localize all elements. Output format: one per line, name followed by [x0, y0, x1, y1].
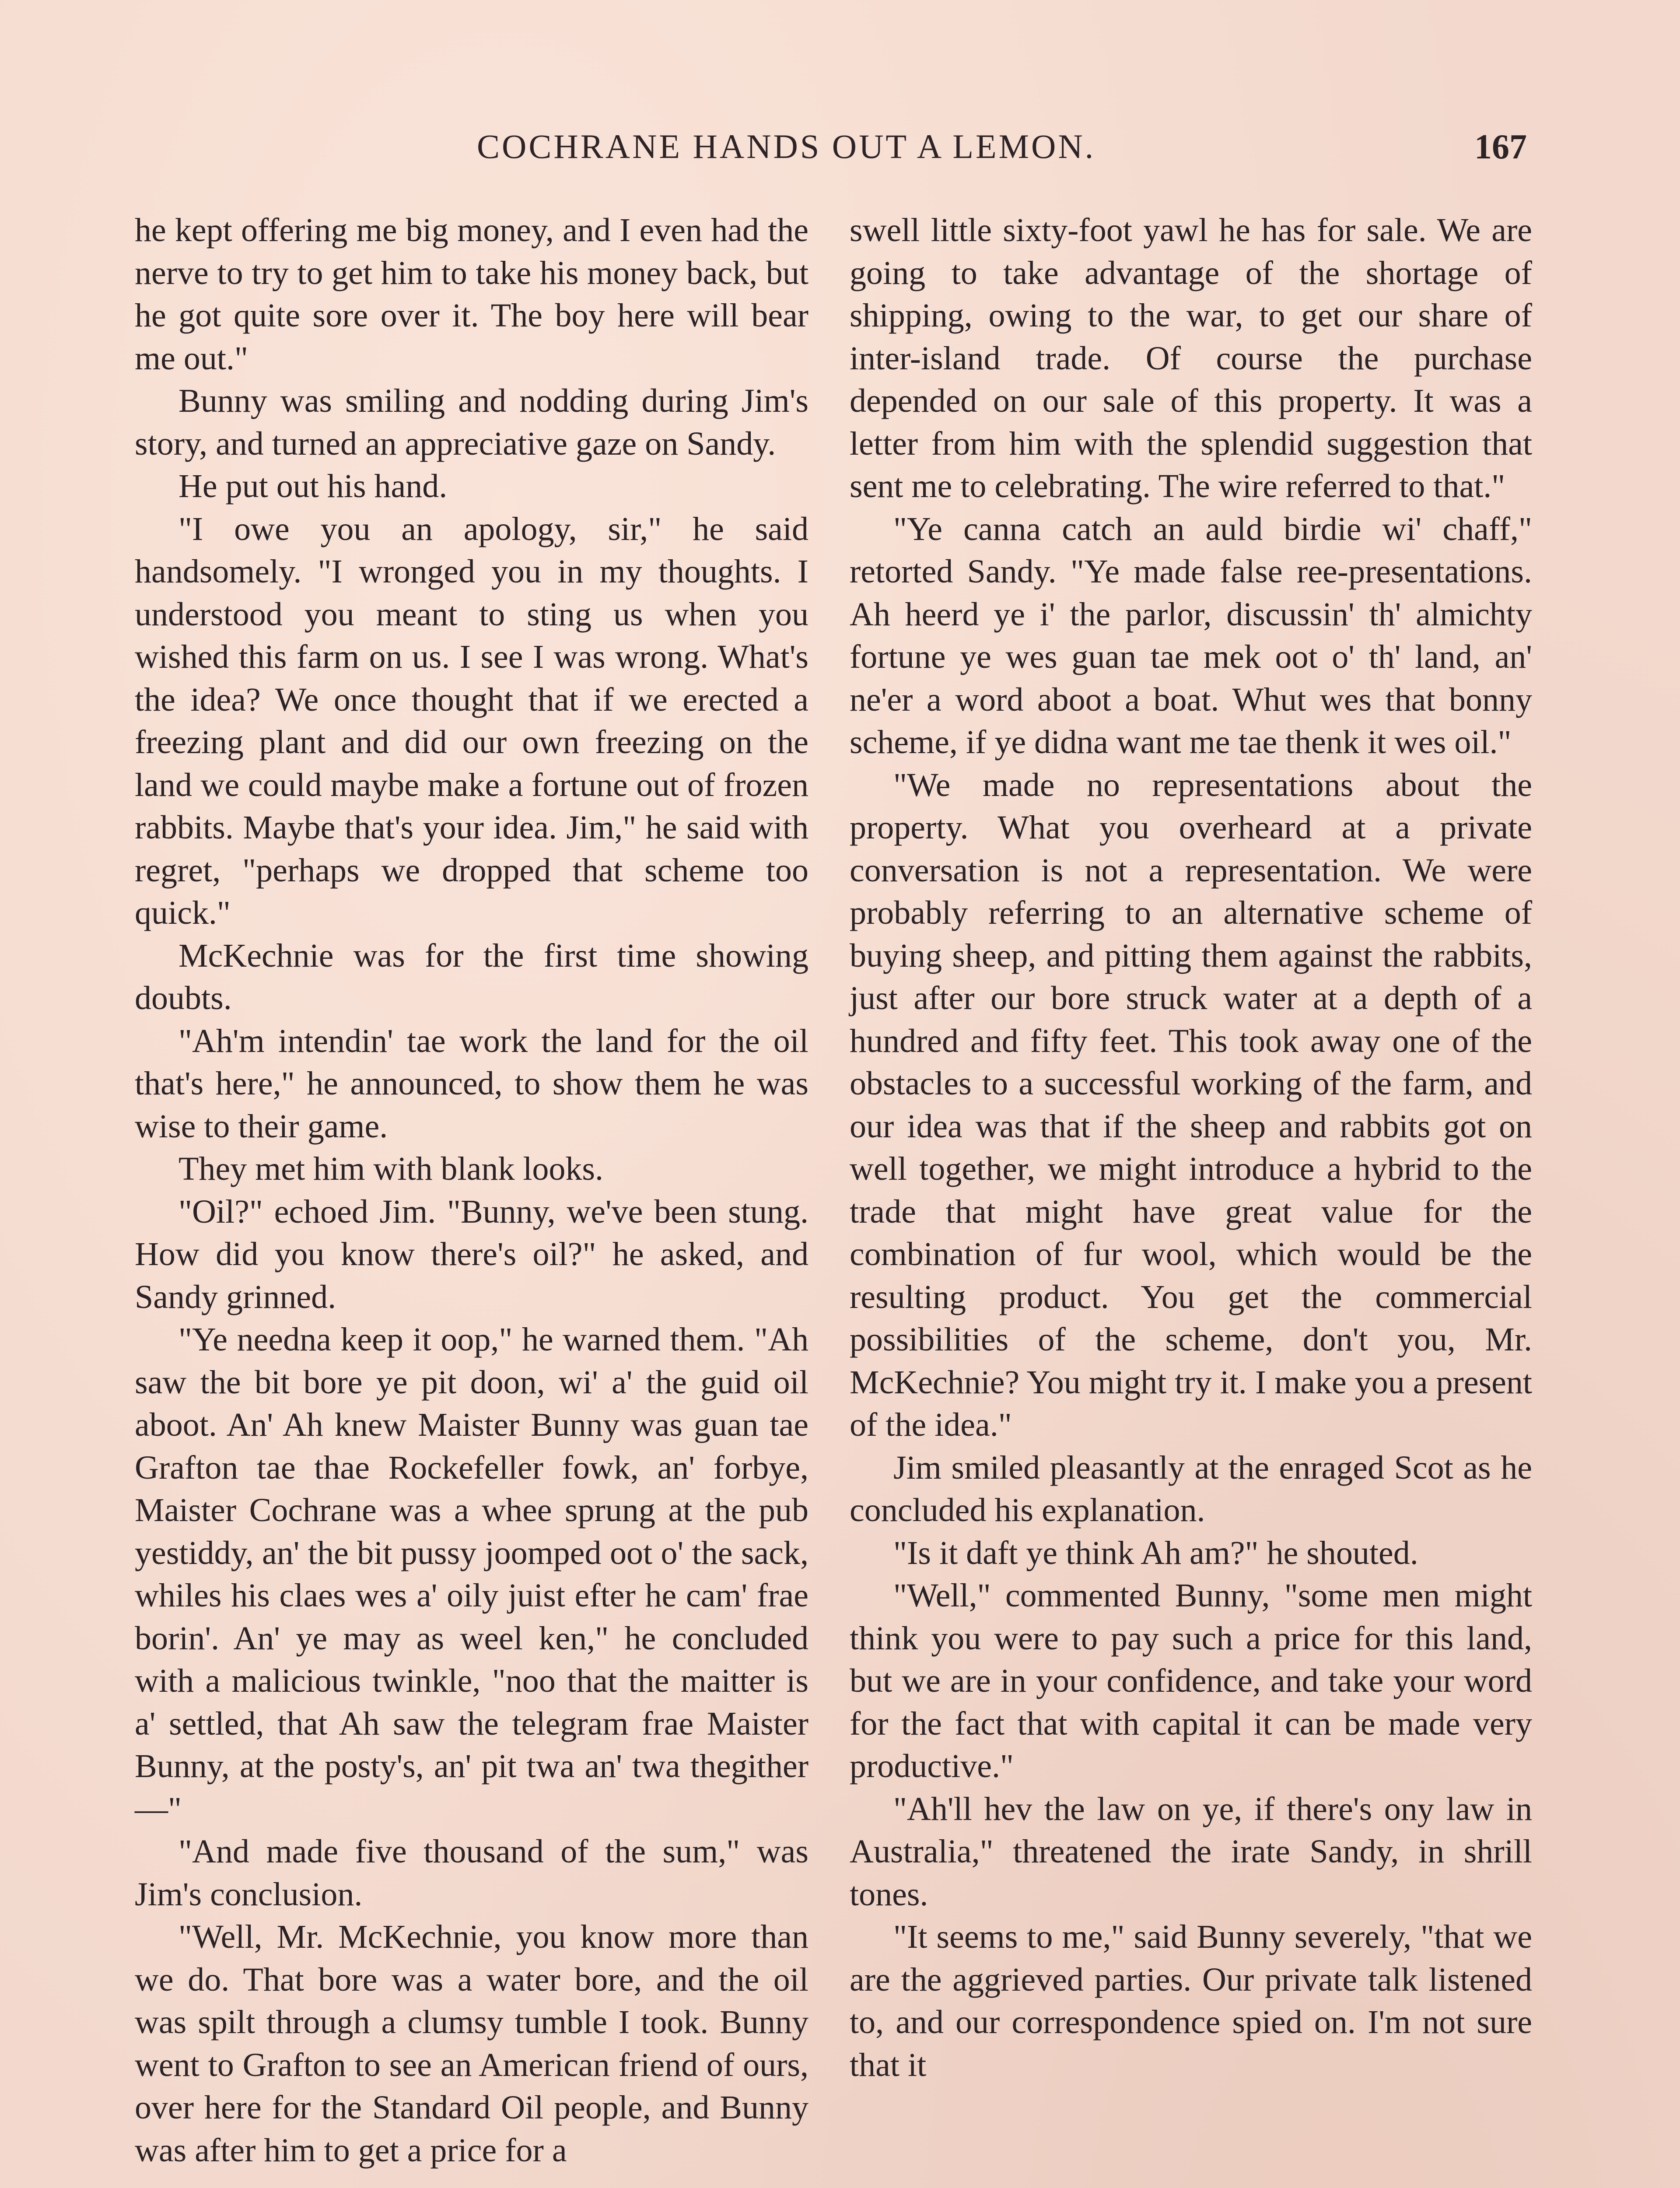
paragraph: "Ah'm intendin' tae work the land for the oil that's here," he announced, to show them he was wise to their game. — [135, 1022, 808, 1145]
paragraph: "Ye needna keep it oop," he warned them. "Ah saw the bit bore ye pit doon, wi' a' the guid oil aboot. An' Ah knew Maister Bunny was guan tae Grafton tae thae Rockefeller fowk, an' forbye, Maister Cochrane was a whee sprung at the pub yestiddy, an' the bit pussy joomped oot o' the sack, whiles his claes wes a' oily juist efter he cam' frae borin'. An' ye may as weel ken," he concluded with a malicious twinkle, "noo that the maitter is a' settled, that Ah saw the telegram frae Maister Bunny, at the posty's, an' pit twa an' twa thegither—" — [135, 1321, 808, 1827]
paragraph: Bunny was smiling and nodding during Jim's story, and turned an appreciative gaze on Sandy. — [135, 382, 808, 462]
paragraph: McKechnie was for the first time showing doubts. — [135, 937, 808, 1017]
paragraph: "Is it daft ye think Ah am?" he shouted. — [893, 1534, 1418, 1571]
running-title: COCHRANE HANDS OUT A LEMON. — [477, 127, 1096, 165]
paragraph: swell little sixty-foot yawl he has for sale. We are going to take advantage of the shortage of shipping, owing to the war, to get our share of inter-island trade. Of course the purchase depended on our sale of this property. It was a letter from him with the splendid suggestion that sent me to celebrating. The wire referred to that." — [850, 212, 1532, 505]
paragraph: "I owe you an apology, sir," he said handsomely. "I wronged you in my thoughts. I understood you meant to sting us when you wished this farm on us. I see I was wrong. What's the idea? We once thought that if we erected a freezing plant and did our own freezing on the land we could maybe make a fortune out of frozen rabbits. Maybe that's your idea. Jim," he said with regret, "perhaps we dropped that scheme too quick." — [135, 510, 808, 931]
paragraph: "Well," commented Bunny, "some men might think you were to pay such a price for this land, but we are in your confidence, and take your word for the fact that with capital it can be made very productive." — [850, 1577, 1532, 1785]
paragraph: "And made five thousand of the sum," was Jim's conclusion. — [135, 1833, 808, 1913]
paragraph: "Ah'll hev the law on ye, if there's ony law in Australia," threatened the irate Sandy, in shrill tones. — [850, 1790, 1532, 1913]
page-number: 167 — [1474, 128, 1527, 166]
paragraph: They met him with blank looks. — [178, 1150, 604, 1187]
left-text-column — [135, 209, 808, 2172]
paragraph: "Oil?" echoed Jim. "Bunny, we've been stung. How did you know there's oil?" he asked, and Sandy grinned. — [135, 1193, 808, 1315]
paragraph: he kept offering me big money, and I even had the nerve to try to get him to take his money back, but he got quite sore over it. The boy here will bear me out." — [135, 212, 808, 377]
paragraph: Jim smiled pleasantly at the enraged Scot as he concluded his explanation. — [850, 1449, 1532, 1529]
right-text-column — [850, 209, 1532, 2086]
paragraph: "Ye canna catch an auld birdie wi' chaff," retorted Sandy. "Ye made false ree-presentations. Ah heerd ye i' the parlor, discussin' th' almichty fortune ye wes guan tae mek oot o' th' land, an' ne'er a word aboot a boat. Whut wes that bonny scheme, if ye didna want me tae thenk it wes oil." — [850, 510, 1532, 761]
paragraph: He put out his hand. — [178, 468, 448, 505]
paragraph: "Well, Mr. McKechnie, you know more than we do. That bore was a water bore, and the oil was spilt through a clumsy tumble I took. Bunny went to Grafton to see an American friend of ours, over here for the Standard Oil people, and Bunny was after him to get a price for a — [135, 1918, 808, 2169]
paragraph: "It seems to me," said Bunny severely, "that we are the aggrieved parties. Our private talk listened to, and our correspondence spied on. I'm not sure that it — [850, 1918, 1532, 2083]
paragraph: "We made no representations about the property. What you overheard at a private conversation is not a representation. We were probably referring to an alternative scheme of buying sheep, and pitting them against the rabbits, just after our bore struck water at a depth of a hundred and fifty feet. This took away one of the obstacles to a successful working of the farm, and our idea was that if the sheep and rabbits got on well together, we might introduce a hybrid to the trade that might have great value for the combination of fur wool, which would be the resulting product. You get the commercial possibilities of the scheme, don't you, Mr. McKechnie? You might try it. I make you a present of the idea." — [850, 766, 1532, 1443]
